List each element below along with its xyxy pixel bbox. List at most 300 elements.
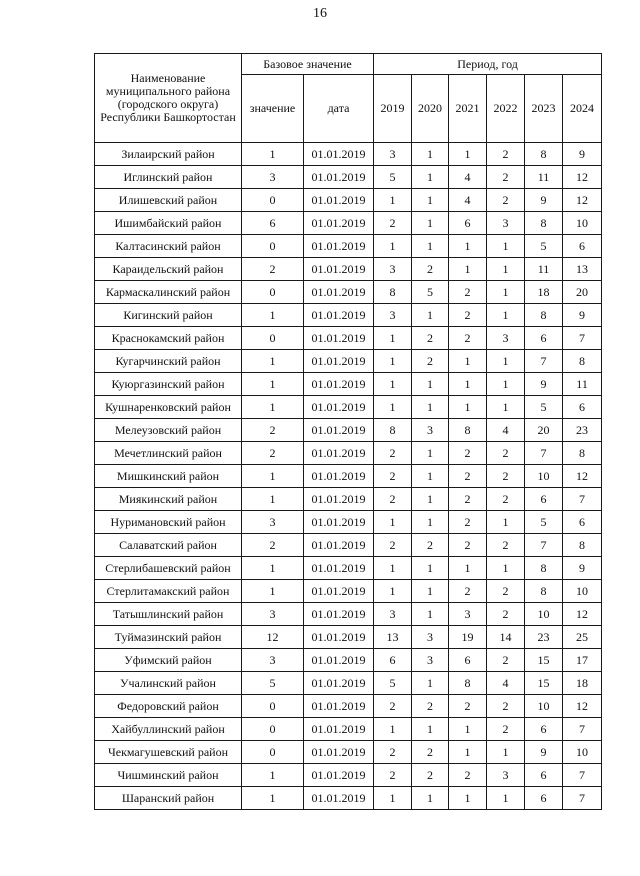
year-value-cell: 1 bbox=[449, 787, 487, 810]
year-value-cell: 7 bbox=[563, 764, 602, 787]
base-date-cell: 01.01.2019 bbox=[304, 396, 374, 419]
year-value-cell: 3 bbox=[412, 419, 449, 442]
page-number: 16 bbox=[313, 6, 327, 21]
year-value-cell: 2 bbox=[487, 695, 525, 718]
district-name-cell: Чишминский район bbox=[95, 764, 242, 787]
base-date-cell: 01.01.2019 bbox=[304, 143, 374, 166]
base-date-cell: 01.01.2019 bbox=[304, 626, 374, 649]
year-value-cell: 3 bbox=[374, 304, 412, 327]
year-value-cell: 2 bbox=[412, 350, 449, 373]
table-row bbox=[95, 626, 602, 649]
year-value-cell: 13 bbox=[563, 258, 602, 281]
year-value-cell: 1 bbox=[449, 718, 487, 741]
base-value-cell: 1 bbox=[242, 350, 304, 373]
year-value-cell: 6 bbox=[449, 212, 487, 235]
year-value-cell: 8 bbox=[525, 557, 563, 580]
year-value-cell: 1 bbox=[487, 350, 525, 373]
table-header bbox=[95, 54, 602, 143]
year-value-cell: 1 bbox=[412, 787, 449, 810]
year-value-cell: 2 bbox=[449, 511, 487, 534]
year-value-cell: 3 bbox=[487, 764, 525, 787]
table-row bbox=[95, 189, 602, 212]
year-value-cell: 12 bbox=[563, 465, 602, 488]
year-value-cell: 8 bbox=[525, 580, 563, 603]
year-value-cell: 1 bbox=[412, 373, 449, 396]
base-date-cell: 01.01.2019 bbox=[304, 718, 374, 741]
date-column-header: дата bbox=[304, 75, 374, 143]
base-value-cell: 0 bbox=[242, 235, 304, 258]
district-name-cell: Краснокамский район bbox=[95, 327, 242, 350]
table-row bbox=[95, 235, 602, 258]
district-name-cell: Иглинский район bbox=[95, 166, 242, 189]
district-name-cell: Кармаскалинский район bbox=[95, 281, 242, 304]
year-column-header: 2020 bbox=[412, 75, 449, 143]
district-column-header: Наименование муниципального района (городского округа) Республики Башкортостан bbox=[95, 54, 242, 143]
base-date-cell: 01.01.2019 bbox=[304, 235, 374, 258]
year-value-cell: 2 bbox=[449, 488, 487, 511]
district-indicator-table bbox=[94, 53, 602, 810]
year-value-cell: 4 bbox=[449, 189, 487, 212]
year-value-cell: 8 bbox=[563, 534, 602, 557]
year-value-cell: 2 bbox=[412, 764, 449, 787]
year-value-cell: 9 bbox=[525, 189, 563, 212]
year-value-cell: 8 bbox=[525, 212, 563, 235]
year-value-cell: 2 bbox=[449, 304, 487, 327]
year-column-header: 2022 bbox=[487, 75, 525, 143]
year-value-cell: 3 bbox=[374, 603, 412, 626]
year-value-cell: 2 bbox=[487, 488, 525, 511]
value-column-header: значение bbox=[242, 75, 304, 143]
year-value-cell: 1 bbox=[487, 741, 525, 764]
base-value-cell: 1 bbox=[242, 396, 304, 419]
base-value-cell: 0 bbox=[242, 695, 304, 718]
year-value-cell: 1 bbox=[374, 511, 412, 534]
base-value-cell: 0 bbox=[242, 327, 304, 350]
table-row bbox=[95, 350, 602, 373]
base-date-cell: 01.01.2019 bbox=[304, 465, 374, 488]
district-name-cell: Миякинский район bbox=[95, 488, 242, 511]
year-value-cell: 8 bbox=[374, 281, 412, 304]
year-value-cell: 2 bbox=[374, 465, 412, 488]
year-value-cell: 6 bbox=[563, 511, 602, 534]
base-date-cell: 01.01.2019 bbox=[304, 327, 374, 350]
year-value-cell: 9 bbox=[563, 143, 602, 166]
year-value-cell: 1 bbox=[374, 373, 412, 396]
table-row bbox=[95, 304, 602, 327]
year-value-cell: 7 bbox=[563, 787, 602, 810]
year-value-cell: 7 bbox=[563, 327, 602, 350]
year-value-cell: 1 bbox=[374, 327, 412, 350]
year-value-cell: 1 bbox=[412, 304, 449, 327]
year-value-cell: 6 bbox=[525, 327, 563, 350]
table-row bbox=[95, 281, 602, 304]
year-value-cell: 12 bbox=[563, 603, 602, 626]
year-value-cell: 3 bbox=[487, 212, 525, 235]
year-value-cell: 10 bbox=[563, 741, 602, 764]
year-value-cell: 4 bbox=[487, 672, 525, 695]
year-value-cell: 15 bbox=[525, 672, 563, 695]
year-value-cell: 5 bbox=[374, 166, 412, 189]
year-value-cell: 2 bbox=[449, 764, 487, 787]
base-value-cell: 2 bbox=[242, 442, 304, 465]
table-row bbox=[95, 258, 602, 281]
year-value-cell: 6 bbox=[374, 649, 412, 672]
year-value-cell: 2 bbox=[449, 534, 487, 557]
year-value-cell: 3 bbox=[412, 626, 449, 649]
year-value-cell: 2 bbox=[374, 695, 412, 718]
base-date-cell: 01.01.2019 bbox=[304, 373, 374, 396]
district-name-cell: Уфимский район bbox=[95, 649, 242, 672]
year-value-cell: 2 bbox=[412, 534, 449, 557]
year-value-cell: 6 bbox=[563, 396, 602, 419]
year-value-cell: 1 bbox=[412, 143, 449, 166]
table-row bbox=[95, 718, 602, 741]
year-value-cell: 9 bbox=[563, 304, 602, 327]
base-value-cell: 3 bbox=[242, 649, 304, 672]
period-column-header: Период, год bbox=[374, 54, 602, 75]
table-row bbox=[95, 212, 602, 235]
year-value-cell: 1 bbox=[487, 557, 525, 580]
year-value-cell: 1 bbox=[412, 235, 449, 258]
year-value-cell: 1 bbox=[374, 350, 412, 373]
table-row bbox=[95, 695, 602, 718]
year-value-cell: 3 bbox=[487, 327, 525, 350]
district-name-cell: Ишимбайский район bbox=[95, 212, 242, 235]
base-value-cell: 0 bbox=[242, 281, 304, 304]
district-name-cell: Учалинский район bbox=[95, 672, 242, 695]
year-value-cell: 2 bbox=[487, 580, 525, 603]
base-date-cell: 01.01.2019 bbox=[304, 672, 374, 695]
year-value-cell: 1 bbox=[374, 580, 412, 603]
base-date-cell: 01.01.2019 bbox=[304, 580, 374, 603]
year-value-cell: 10 bbox=[525, 695, 563, 718]
district-name-cell: Калтасинский район bbox=[95, 235, 242, 258]
year-value-cell: 6 bbox=[525, 787, 563, 810]
year-value-cell: 2 bbox=[449, 442, 487, 465]
year-value-cell: 8 bbox=[374, 419, 412, 442]
district-name-cell: Мелеузовский район bbox=[95, 419, 242, 442]
year-value-cell: 1 bbox=[412, 718, 449, 741]
year-value-cell: 1 bbox=[449, 741, 487, 764]
district-name-cell: Федоровский район bbox=[95, 695, 242, 718]
year-value-cell: 1 bbox=[449, 258, 487, 281]
year-value-cell: 2 bbox=[374, 534, 412, 557]
year-value-cell: 15 bbox=[525, 649, 563, 672]
year-column-header: 2021 bbox=[449, 75, 487, 143]
base-date-cell: 01.01.2019 bbox=[304, 442, 374, 465]
year-value-cell: 18 bbox=[563, 672, 602, 695]
year-value-cell: 7 bbox=[525, 442, 563, 465]
base-value-cell: 0 bbox=[242, 718, 304, 741]
year-value-cell: 1 bbox=[412, 603, 449, 626]
table-row bbox=[95, 741, 602, 764]
year-column-header: 2019 bbox=[374, 75, 412, 143]
year-value-cell: 6 bbox=[563, 235, 602, 258]
year-value-cell: 1 bbox=[374, 189, 412, 212]
district-name-cell: Стерлибашевский район bbox=[95, 557, 242, 580]
year-value-cell: 19 bbox=[449, 626, 487, 649]
base-value-cell: 1 bbox=[242, 465, 304, 488]
year-value-cell: 1 bbox=[487, 787, 525, 810]
year-value-cell: 11 bbox=[563, 373, 602, 396]
year-value-cell: 2 bbox=[487, 603, 525, 626]
table-row bbox=[95, 442, 602, 465]
year-value-cell: 1 bbox=[412, 488, 449, 511]
base-value-cell: 5 bbox=[242, 672, 304, 695]
base-value-cell: 2 bbox=[242, 419, 304, 442]
year-value-cell: 2 bbox=[374, 442, 412, 465]
year-value-cell: 1 bbox=[487, 281, 525, 304]
year-column-header: 2023 bbox=[525, 75, 563, 143]
district-name-cell: Туймазинский район bbox=[95, 626, 242, 649]
year-value-cell: 1 bbox=[412, 212, 449, 235]
base-value-cell: 12 bbox=[242, 626, 304, 649]
year-value-cell: 20 bbox=[525, 419, 563, 442]
year-value-cell: 2 bbox=[487, 718, 525, 741]
year-value-cell: 1 bbox=[449, 396, 487, 419]
table-row bbox=[95, 787, 602, 810]
year-value-cell: 1 bbox=[449, 373, 487, 396]
year-value-cell: 1 bbox=[487, 235, 525, 258]
year-value-cell: 1 bbox=[374, 557, 412, 580]
base-date-cell: 01.01.2019 bbox=[304, 787, 374, 810]
year-value-cell: 10 bbox=[525, 603, 563, 626]
district-name-cell: Мечетлинский район bbox=[95, 442, 242, 465]
table-row bbox=[95, 465, 602, 488]
year-value-cell: 5 bbox=[412, 281, 449, 304]
table-row bbox=[95, 764, 602, 787]
year-value-cell: 1 bbox=[412, 396, 449, 419]
table-row bbox=[95, 580, 602, 603]
table-row bbox=[95, 603, 602, 626]
base-value-cell: 3 bbox=[242, 166, 304, 189]
district-name-cell: Татышлинский район bbox=[95, 603, 242, 626]
year-value-cell: 2 bbox=[449, 695, 487, 718]
base-date-cell: 01.01.2019 bbox=[304, 212, 374, 235]
base-value-cell: 1 bbox=[242, 143, 304, 166]
year-value-cell: 2 bbox=[412, 695, 449, 718]
year-value-cell: 6 bbox=[525, 718, 563, 741]
year-value-cell: 9 bbox=[525, 741, 563, 764]
year-value-cell: 9 bbox=[563, 557, 602, 580]
year-value-cell: 18 bbox=[525, 281, 563, 304]
year-value-cell: 8 bbox=[563, 350, 602, 373]
year-value-cell: 11 bbox=[525, 166, 563, 189]
year-value-cell: 4 bbox=[449, 166, 487, 189]
district-name-cell: Шаранский район bbox=[95, 787, 242, 810]
year-value-cell: 7 bbox=[525, 534, 563, 557]
year-value-cell: 11 bbox=[525, 258, 563, 281]
year-value-cell: 2 bbox=[412, 258, 449, 281]
district-name-cell: Нуримановский район bbox=[95, 511, 242, 534]
table-row bbox=[95, 511, 602, 534]
year-value-cell: 2 bbox=[487, 189, 525, 212]
year-value-cell: 3 bbox=[412, 649, 449, 672]
base-date-cell: 01.01.2019 bbox=[304, 166, 374, 189]
year-value-cell: 2 bbox=[449, 281, 487, 304]
base-value-cell: 0 bbox=[242, 189, 304, 212]
year-value-cell: 3 bbox=[374, 143, 412, 166]
year-value-cell: 1 bbox=[374, 235, 412, 258]
year-value-cell: 2 bbox=[487, 534, 525, 557]
district-name-cell: Кушнаренковский район bbox=[95, 396, 242, 419]
base-value-cell: 1 bbox=[242, 304, 304, 327]
year-value-cell: 8 bbox=[563, 442, 602, 465]
year-value-cell: 2 bbox=[374, 741, 412, 764]
base-value-cell: 2 bbox=[242, 258, 304, 281]
base-date-cell: 01.01.2019 bbox=[304, 419, 374, 442]
year-value-cell: 1 bbox=[449, 350, 487, 373]
year-value-cell: 1 bbox=[449, 143, 487, 166]
year-value-cell: 3 bbox=[374, 258, 412, 281]
base-date-cell: 01.01.2019 bbox=[304, 557, 374, 580]
year-value-cell: 25 bbox=[563, 626, 602, 649]
table-row bbox=[95, 327, 602, 350]
district-name-cell: Кугарчинский район bbox=[95, 350, 242, 373]
table-row bbox=[95, 649, 602, 672]
base-date-cell: 01.01.2019 bbox=[304, 258, 374, 281]
year-value-cell: 1 bbox=[412, 442, 449, 465]
base-value-cell: 1 bbox=[242, 787, 304, 810]
year-value-cell: 7 bbox=[563, 488, 602, 511]
base-value-cell: 3 bbox=[242, 511, 304, 534]
base-date-cell: 01.01.2019 bbox=[304, 534, 374, 557]
year-value-cell: 1 bbox=[412, 465, 449, 488]
year-value-cell: 2 bbox=[374, 764, 412, 787]
table-row bbox=[95, 373, 602, 396]
base-date-cell: 01.01.2019 bbox=[304, 649, 374, 672]
year-value-cell: 8 bbox=[449, 419, 487, 442]
base-value-cell: 1 bbox=[242, 580, 304, 603]
base-value-cell: 0 bbox=[242, 741, 304, 764]
year-value-cell: 3 bbox=[449, 603, 487, 626]
year-value-cell: 6 bbox=[525, 488, 563, 511]
base-date-cell: 01.01.2019 bbox=[304, 764, 374, 787]
year-value-cell: 2 bbox=[374, 488, 412, 511]
table-row bbox=[95, 672, 602, 695]
year-value-cell: 1 bbox=[449, 235, 487, 258]
year-value-cell: 12 bbox=[563, 189, 602, 212]
year-value-cell: 6 bbox=[449, 649, 487, 672]
base-date-cell: 01.01.2019 bbox=[304, 695, 374, 718]
year-value-cell: 12 bbox=[563, 695, 602, 718]
table-body bbox=[95, 143, 602, 810]
base-date-cell: 01.01.2019 bbox=[304, 189, 374, 212]
year-value-cell: 2 bbox=[487, 442, 525, 465]
table-row bbox=[95, 166, 602, 189]
year-value-cell: 1 bbox=[487, 511, 525, 534]
year-value-cell: 2 bbox=[449, 465, 487, 488]
year-value-cell: 7 bbox=[563, 718, 602, 741]
year-value-cell: 12 bbox=[563, 166, 602, 189]
year-value-cell: 1 bbox=[412, 166, 449, 189]
year-value-cell: 2 bbox=[449, 580, 487, 603]
district-name-cell: Куюргазинский район bbox=[95, 373, 242, 396]
year-value-cell: 14 bbox=[487, 626, 525, 649]
table-row bbox=[95, 419, 602, 442]
year-value-cell: 10 bbox=[563, 580, 602, 603]
year-value-cell: 1 bbox=[374, 787, 412, 810]
year-value-cell: 2 bbox=[412, 327, 449, 350]
year-value-cell: 1 bbox=[412, 580, 449, 603]
base-date-cell: 01.01.2019 bbox=[304, 603, 374, 626]
district-name-cell: Илишевский район bbox=[95, 189, 242, 212]
year-value-cell: 2 bbox=[374, 212, 412, 235]
base-value-cell: 1 bbox=[242, 764, 304, 787]
year-value-cell: 2 bbox=[487, 166, 525, 189]
district-name-cell: Караидельский район bbox=[95, 258, 242, 281]
base-date-cell: 01.01.2019 bbox=[304, 511, 374, 534]
base-date-cell: 01.01.2019 bbox=[304, 350, 374, 373]
year-value-cell: 8 bbox=[525, 304, 563, 327]
year-value-cell: 1 bbox=[412, 511, 449, 534]
year-value-cell: 5 bbox=[525, 235, 563, 258]
year-value-cell: 1 bbox=[487, 258, 525, 281]
year-value-cell: 8 bbox=[525, 143, 563, 166]
year-value-cell: 13 bbox=[374, 626, 412, 649]
year-value-cell: 1 bbox=[412, 189, 449, 212]
table-row bbox=[95, 488, 602, 511]
base-date-cell: 01.01.2019 bbox=[304, 281, 374, 304]
district-name-cell: Зилаирский район bbox=[95, 143, 242, 166]
year-value-cell: 4 bbox=[487, 419, 525, 442]
table-row bbox=[95, 396, 602, 419]
year-value-cell: 1 bbox=[412, 557, 449, 580]
year-value-cell: 23 bbox=[563, 419, 602, 442]
district-name-cell: Салаватский район bbox=[95, 534, 242, 557]
table-row bbox=[95, 143, 602, 166]
year-value-cell: 2 bbox=[487, 649, 525, 672]
base-value-cell: 1 bbox=[242, 488, 304, 511]
year-value-cell: 8 bbox=[449, 672, 487, 695]
year-value-cell: 17 bbox=[563, 649, 602, 672]
district-name-cell: Хайбуллинский район bbox=[95, 718, 242, 741]
year-value-cell: 2 bbox=[487, 465, 525, 488]
year-value-cell: 7 bbox=[525, 350, 563, 373]
year-value-cell: 23 bbox=[525, 626, 563, 649]
year-value-cell: 1 bbox=[449, 557, 487, 580]
district-name-cell: Стерлитамакский район bbox=[95, 580, 242, 603]
district-name-cell: Кигинский район bbox=[95, 304, 242, 327]
base-value-cell: 3 bbox=[242, 603, 304, 626]
table-row bbox=[95, 534, 602, 557]
base-date-cell: 01.01.2019 bbox=[304, 488, 374, 511]
year-value-cell: 5 bbox=[525, 511, 563, 534]
year-value-cell: 5 bbox=[525, 396, 563, 419]
base-value-cell: 1 bbox=[242, 557, 304, 580]
year-value-cell: 1 bbox=[412, 672, 449, 695]
year-value-cell: 5 bbox=[374, 672, 412, 695]
year-value-cell: 10 bbox=[525, 465, 563, 488]
year-value-cell: 1 bbox=[487, 396, 525, 419]
base-value-cell: 2 bbox=[242, 534, 304, 557]
year-value-cell: 6 bbox=[525, 764, 563, 787]
table-row bbox=[95, 557, 602, 580]
district-name-cell: Чекмагушевский район bbox=[95, 741, 242, 764]
base-value-column-header: Базовое значение bbox=[242, 54, 374, 75]
year-value-cell: 2 bbox=[449, 327, 487, 350]
year-value-cell: 1 bbox=[374, 718, 412, 741]
year-value-cell: 2 bbox=[487, 143, 525, 166]
base-value-cell: 1 bbox=[242, 373, 304, 396]
year-column-header: 2024 bbox=[563, 75, 602, 143]
base-date-cell: 01.01.2019 bbox=[304, 741, 374, 764]
year-value-cell: 10 bbox=[563, 212, 602, 235]
district-name-cell: Мишкинский район bbox=[95, 465, 242, 488]
year-value-cell: 1 bbox=[487, 373, 525, 396]
year-value-cell: 1 bbox=[374, 396, 412, 419]
base-date-cell: 01.01.2019 bbox=[304, 304, 374, 327]
